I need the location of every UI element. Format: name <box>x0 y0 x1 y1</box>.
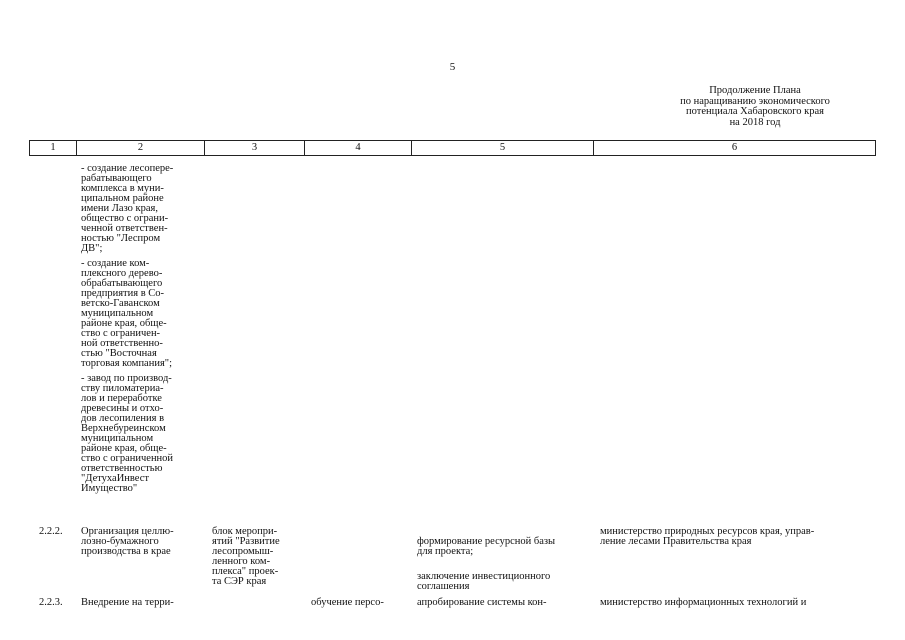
list-item: - создание лесопере- рабатывающего комплекса в муни- ципальном районе имени Лазо края, общество с ограни- ченной ответствен- ностью "Леспром ДВ"; <box>81 163 174 254</box>
result-item: заключение инвестиционного соглашения <box>417 571 551 592</box>
row-number: 2.2.3. <box>39 597 63 608</box>
continuation-line: потенциала Хабаровского края <box>686 106 824 117</box>
list-item: - создание ком- плексного дерево- обрабатывающего предприятия в Со- ветско-Гаванском муниципальном районе края, обще- ство с ограничен- ной ответственно- стью "Восточная торговая компания"; <box>81 258 172 369</box>
row-result: апробирование системы кон- <box>417 597 547 608</box>
row-col4: обучение персо- <box>311 597 384 608</box>
continuation-title: Продолжение Плана <box>709 85 801 96</box>
table-header-row <box>29 140 876 156</box>
row-name: Внедрение на терри- <box>81 597 174 608</box>
col2-continuation-list <box>81 164 206 499</box>
row-results <box>417 527 592 602</box>
continuation-line: на 2018 год <box>729 116 781 128</box>
result-item: формирование ресурсной базы для проекта; <box>417 536 556 557</box>
header-cell-5: 5 <box>411 140 594 156</box>
row-name: Организация целлю- лозно-бумажного производства в крае <box>81 526 174 557</box>
header-cell-4: 4 <box>304 140 412 156</box>
header-cell-6: 6 <box>593 140 876 156</box>
header-cell-1: 1 <box>29 140 77 156</box>
list-item: - завод по производ- ству пиломатериа- лов и переработке древесины и отхо- дов лесопиления в Верхнебуреинском муниципальном районе края, обще- ство с ограниченной ответственностью "ДетухаИнвест Имущество" <box>81 373 174 494</box>
row-block: блок меропри- ятий "Развитие лесопромыш- ленного ком- плекса" проек- та СЭР края <box>212 526 280 587</box>
page-number: 5 <box>449 61 456 73</box>
row-number: 2.2.2. <box>39 526 63 537</box>
row-responsible: министерство информационных технологий и <box>600 597 807 608</box>
row-responsible: министерство природных ресурсов края, управ- ление лесами Правительства края <box>600 526 815 547</box>
continuation-line: по наращиванию экономического <box>680 95 830 107</box>
header-cell-2: 2 <box>76 140 205 156</box>
header-cell-3: 3 <box>204 140 305 156</box>
continuation-header <box>645 86 865 128</box>
